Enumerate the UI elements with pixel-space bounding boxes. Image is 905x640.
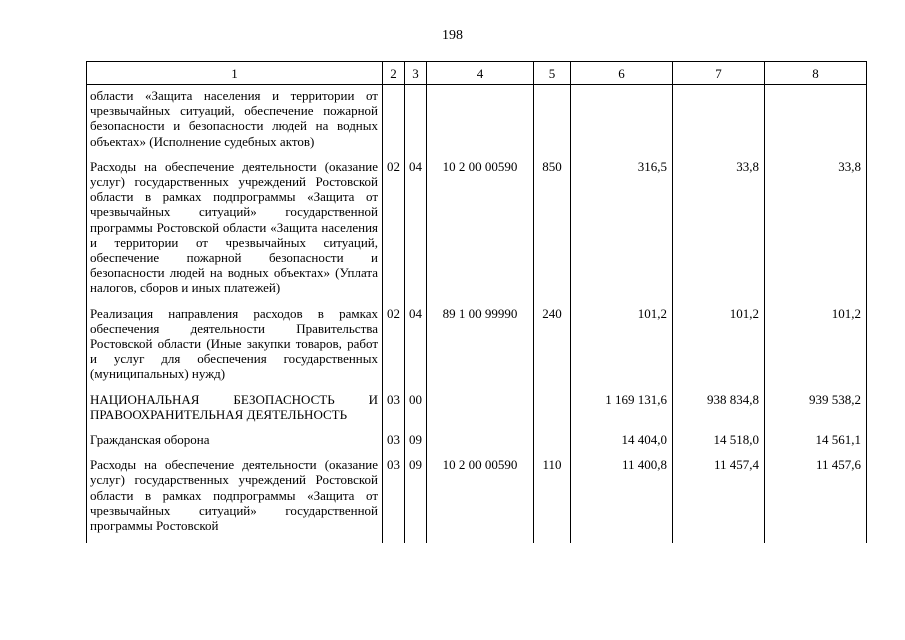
header-row [87, 62, 867, 85]
row-amount-2 [673, 85, 765, 159]
page-number: 198 [442, 28, 463, 43]
row-amount-1: 14 404,0 [571, 432, 673, 457]
row-subsection-code: 09 [405, 457, 427, 543]
row-target-article: 89 1 00 99990 [427, 306, 534, 392]
table-row [87, 392, 867, 432]
header-col-7: 7 [673, 62, 765, 85]
header-col-4: 4 [427, 62, 534, 85]
row-description: Гражданская оборона [87, 432, 383, 457]
table-row [87, 85, 867, 159]
header-col-2: 2 [383, 62, 405, 85]
row-amount-1: 316,5 [571, 159, 673, 306]
row-section-code: 02 [383, 306, 405, 392]
row-amount-3: 939 538,2 [765, 392, 867, 432]
row-section-code [383, 85, 405, 159]
row-amount-2: 101,2 [673, 306, 765, 392]
row-description: НАЦИОНАЛЬНАЯ БЕЗОПАСНОСТЬ И ПРАВООХРАНИТЕЛЬНАЯ ДЕЯТЕЛЬНОСТЬ [87, 392, 383, 432]
row-expense-type: 110 [534, 457, 571, 543]
row-amount-1: 1 169 131,6 [571, 392, 673, 432]
row-section-code: 02 [383, 159, 405, 306]
row-description: области «Защита населения и территории от чрезвычайных ситуаций, обеспечение пожарной безопасности и безопасности людей на водных объектах» (Исполнение судебных актов) [87, 85, 383, 159]
row-target-article [427, 392, 534, 432]
row-section-code: 03 [383, 457, 405, 543]
header-col-5: 5 [534, 62, 571, 85]
table-row [87, 457, 867, 543]
row-expense-type [534, 392, 571, 432]
table-row [87, 159, 867, 306]
table-row [87, 432, 867, 457]
row-subsection-code: 00 [405, 392, 427, 432]
row-target-article [427, 85, 534, 159]
row-description: Расходы на обеспечение деятельности (оказание услуг) государственных учреждений Ростовской области в рамках подпрограммы «Защита от чрезвычайных ситуаций» государственной программы Ростовской [87, 457, 383, 543]
row-description: Реализация направления расходов в рамках обеспечения деятельности Правительства Ростовской области (Иные закупки товаров, работ и услуг для обеспечения государственных (муниципальных) нужд) [87, 306, 383, 392]
header-col-3: 3 [405, 62, 427, 85]
row-amount-2: 11 457,4 [673, 457, 765, 543]
row-section-code: 03 [383, 432, 405, 457]
row-expense-type [534, 432, 571, 457]
budget-table [86, 61, 867, 543]
row-subsection-code [405, 85, 427, 159]
row-amount-2: 33,8 [673, 159, 765, 306]
row-expense-type: 240 [534, 306, 571, 392]
row-amount-1: 11 400,8 [571, 457, 673, 543]
row-subsection-code: 04 [405, 306, 427, 392]
row-amount-2: 938 834,8 [673, 392, 765, 432]
row-amount-3 [765, 85, 867, 159]
row-expense-type: 850 [534, 159, 571, 306]
row-amount-3: 14 561,1 [765, 432, 867, 457]
row-amount-1: 101,2 [571, 306, 673, 392]
row-subsection-code: 04 [405, 159, 427, 306]
row-target-article: 10 2 00 00590 [427, 159, 534, 306]
row-amount-3: 101,2 [765, 306, 867, 392]
row-target-article [427, 432, 534, 457]
row-amount-1 [571, 85, 673, 159]
row-amount-3: 33,8 [765, 159, 867, 306]
header-col-1: 1 [87, 62, 383, 85]
row-section-code: 03 [383, 392, 405, 432]
row-amount-2: 14 518,0 [673, 432, 765, 457]
row-target-article: 10 2 00 00590 [427, 457, 534, 543]
row-amount-3: 11 457,6 [765, 457, 867, 543]
row-description: Расходы на обеспечение деятельности (оказание услуг) государственных учреждений Ростовской области в рамках подпрограммы «Защита от чрезвычайных ситуаций» государственной программы Ростовской области «Защита населения и территории от чрезвычайных ситуаций, обеспечение пожарной безопасности и безопасности людей на водных объектах» (Уплата налогов, сборов и иных платежей) [87, 159, 383, 306]
table-row [87, 306, 867, 392]
row-subsection-code: 09 [405, 432, 427, 457]
row-expense-type [534, 85, 571, 159]
header-col-8: 8 [765, 62, 867, 85]
header-col-6: 6 [571, 62, 673, 85]
